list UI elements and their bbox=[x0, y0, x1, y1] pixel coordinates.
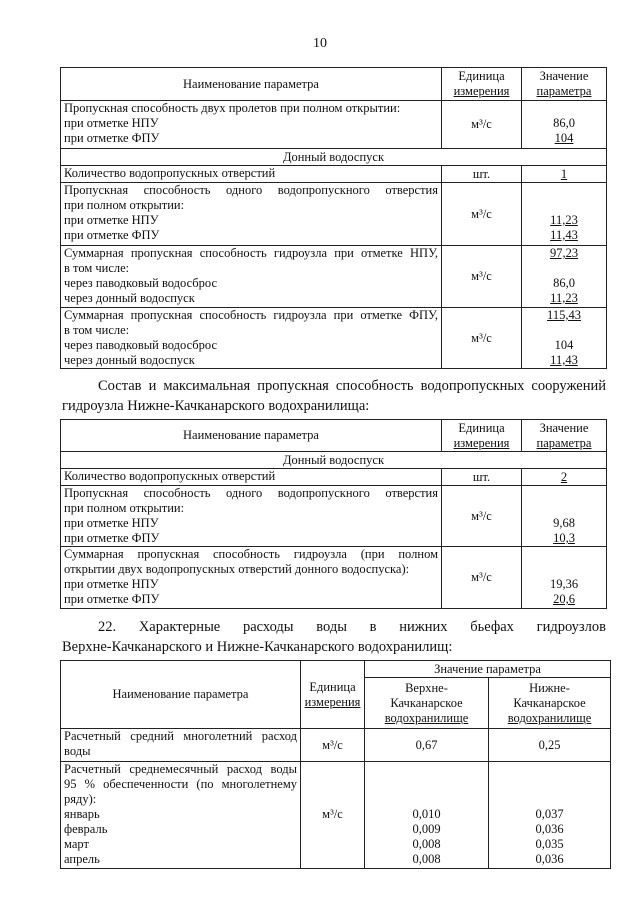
header-unit: Единица измерения bbox=[442, 68, 522, 101]
row-unit: м³/с bbox=[442, 486, 522, 547]
row-label: Суммарная пропускная способность гидроузла (при полном открытии двух водопропускных отверстий донного водоспуска): при отметке НПУ при отметке ФПУ bbox=[61, 547, 442, 609]
section-row bbox=[61, 149, 607, 166]
table-row bbox=[61, 469, 607, 486]
header-name: Наименование параметра bbox=[61, 68, 442, 101]
row-unit: шт. bbox=[442, 469, 522, 486]
header-unit: Единица измерения bbox=[301, 661, 365, 729]
row-unit: м³/с bbox=[442, 101, 522, 149]
table-row bbox=[61, 101, 607, 149]
section-title: Донный водоспуск bbox=[61, 149, 607, 166]
row-values: 9,68 10,3 bbox=[522, 486, 607, 547]
row-values: 19,36 20,6 bbox=[522, 547, 607, 609]
row-label: Пропускная способность одного водопропускного отверстия при полном открытии: при отметке НПУ при отметке ФПУ bbox=[61, 486, 442, 547]
header-upper-reservoir: Верхне- Качканарское водохранилище bbox=[365, 678, 489, 729]
row-unit: м³/с bbox=[301, 729, 365, 762]
table-downstream-water-flows bbox=[60, 660, 611, 869]
header-name: Наименование параметра bbox=[61, 661, 301, 729]
table-upper-reservoir-capacity bbox=[60, 67, 607, 369]
table-row bbox=[61, 183, 607, 246]
row-label: Количество водопропускных отверстий bbox=[61, 469, 442, 486]
row-label: Расчетный средний многолетний расход воды bbox=[61, 729, 301, 762]
row-unit: шт. bbox=[442, 166, 522, 183]
paragraph-lower-reservoir-intro: Состав и максимальная пропускная способность водопропускных сооружений гидроузла Нижне-Качканарского водохранилища: bbox=[62, 378, 606, 414]
page-number: 10 bbox=[313, 36, 327, 51]
table-row bbox=[61, 246, 607, 308]
table-header-row bbox=[61, 420, 607, 452]
table-row bbox=[61, 486, 607, 547]
section-row bbox=[61, 452, 607, 469]
row-values: 97,23 86,0 11,23 bbox=[522, 246, 607, 308]
row-values: 86,0 104 bbox=[522, 101, 607, 149]
table-row bbox=[61, 166, 607, 183]
table-header-row bbox=[61, 661, 611, 678]
row-unit: м³/с bbox=[301, 762, 365, 869]
table-lower-reservoir-capacity bbox=[60, 419, 607, 609]
row-value: 1 bbox=[522, 166, 607, 183]
row-unit: м³/с bbox=[442, 183, 522, 246]
row-label: Суммарная пропускная способность гидроузла при отметке НПУ, в том числе: через паводковый водосброс через донный водоспуск bbox=[61, 246, 442, 308]
row-values: 11,23 11,43 bbox=[522, 183, 607, 246]
row-value-upper: 0,67 bbox=[365, 729, 489, 762]
row-unit: м³/с bbox=[442, 547, 522, 609]
row-label: Пропускная способность одного водопропускного отверстия при полном открытии: при отметке НПУ при отметке ФПУ bbox=[61, 183, 442, 246]
table-row bbox=[61, 308, 607, 369]
row-value-lower: 0,25 bbox=[489, 729, 611, 762]
table-row bbox=[61, 729, 611, 762]
row-unit: м³/с bbox=[442, 246, 522, 308]
header-unit: Единица измерения bbox=[442, 420, 522, 452]
row-label: Количество водопропускных отверстий bbox=[61, 166, 442, 183]
table-header-row bbox=[61, 68, 607, 101]
header-value: Значение параметра bbox=[522, 420, 607, 452]
table-row bbox=[61, 547, 607, 609]
row-values-upper: 0,010 0,009 0,008 0,008 bbox=[365, 762, 489, 869]
header-lower-reservoir: Нижне- Качканарское водохранилище bbox=[489, 678, 611, 729]
section-title: Донный водоспуск bbox=[61, 452, 607, 469]
row-label: Пропускная способность двух пролетов при полном открытии: при отметке НПУ при отметке ФПУ bbox=[61, 101, 442, 149]
header-value-group: Значение параметра bbox=[365, 661, 611, 678]
row-values-lower: 0,037 0,036 0,035 0,036 bbox=[489, 762, 611, 869]
header-name: Наименование параметра bbox=[61, 420, 442, 452]
row-value: 2 bbox=[522, 469, 607, 486]
row-unit: м³/с bbox=[442, 308, 522, 369]
header-value: Значение параметра bbox=[522, 68, 607, 101]
paragraph-section-22: 22. Характерные расходы воды в нижних бьефах гидроузлов Верхне-Качканарского и Нижне-Качканарского водохранилищ: bbox=[62, 619, 606, 655]
table-row bbox=[61, 762, 611, 869]
row-values: 115,43 104 11,43 bbox=[522, 308, 607, 369]
row-label: Расчетный среднемесячный расход воды 95 % обеспеченности (по многолетнему ряду): январь февраль март апрель bbox=[61, 762, 301, 869]
row-label: Суммарная пропускная способность гидроузла при отметке ФПУ, в том числе: через паводковый водосброс через донный водоспуск bbox=[61, 308, 442, 369]
